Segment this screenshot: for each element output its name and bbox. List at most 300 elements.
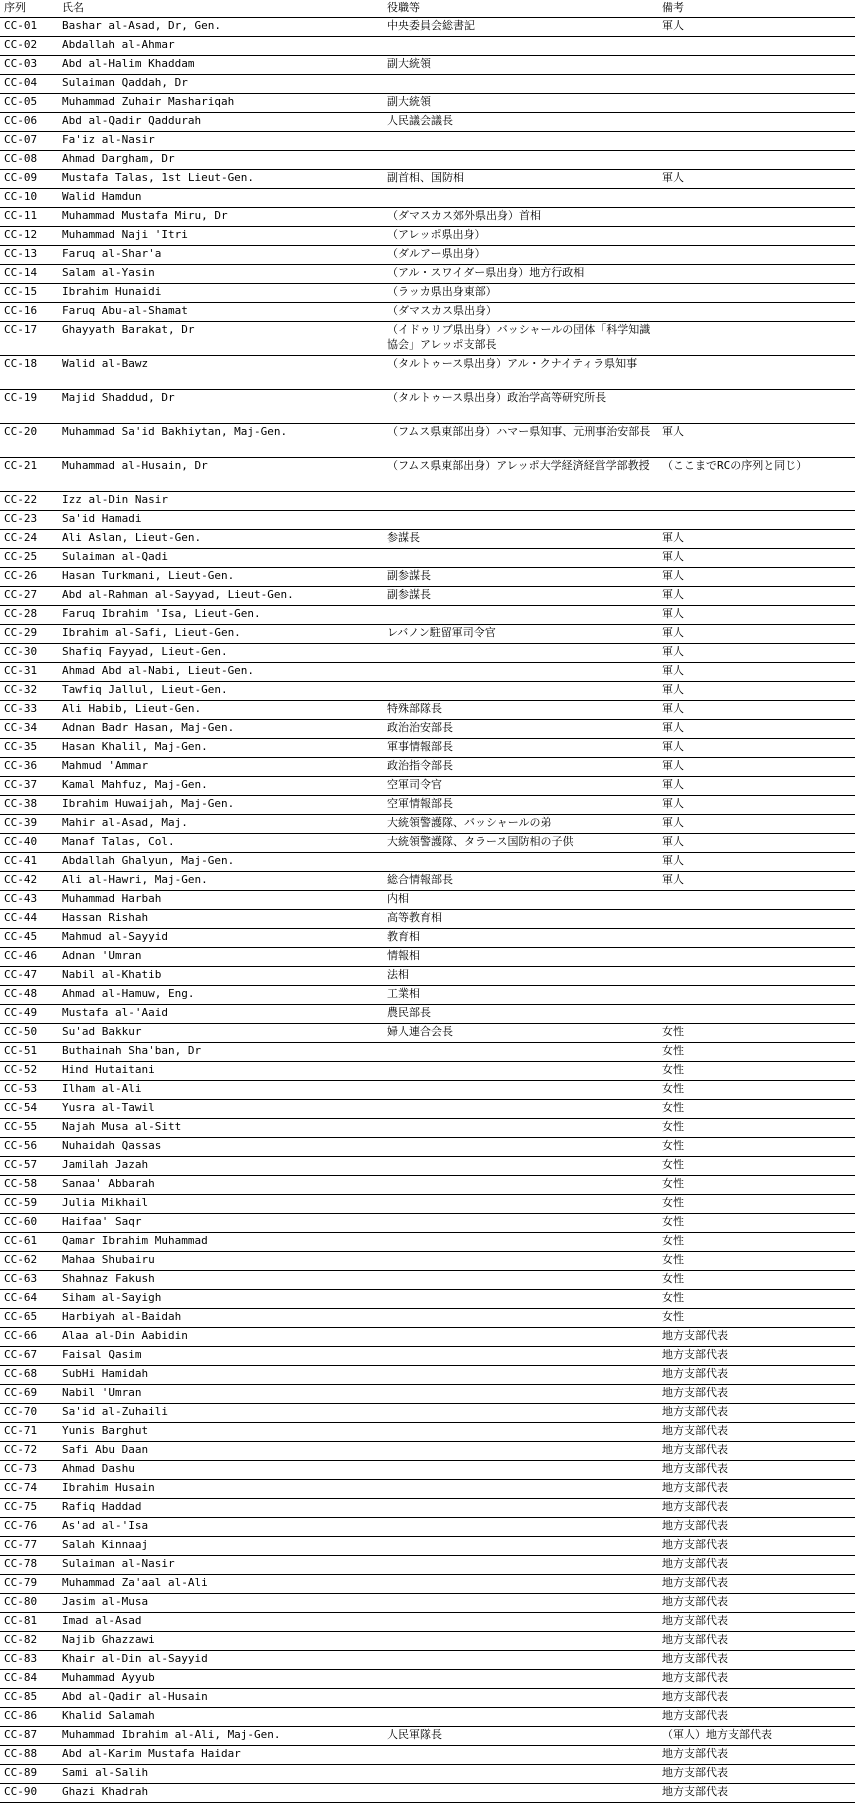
rank-cell: CC-36 <box>0 758 58 777</box>
position-cell <box>383 1765 658 1784</box>
name-cell: Ghazi Khadrah <box>58 1784 383 1803</box>
position-cell <box>383 1214 658 1233</box>
name-cell: Najib Ghazzawi <box>58 1632 383 1651</box>
table-row <box>0 1727 855 1746</box>
notes-cell: （ここまでRCの序列と同じ） <box>658 458 855 492</box>
position-cell: 法相 <box>383 967 658 986</box>
name-cell: Buthainah Sha'ban, Dr <box>58 1043 383 1062</box>
notes-cell: 地方支部代表 <box>658 1784 855 1803</box>
position-cell <box>383 151 658 170</box>
rank-cell: CC-89 <box>0 1765 58 1784</box>
table-row <box>0 390 855 424</box>
rank-cell: CC-86 <box>0 1708 58 1727</box>
notes-cell: 女性 <box>658 1081 855 1100</box>
name-cell: Abdallah Ghalyun, Maj-Gen. <box>58 853 383 872</box>
notes-cell <box>658 967 855 986</box>
table-row <box>0 625 855 644</box>
rank-cell: CC-14 <box>0 265 58 284</box>
notes-cell: 軍人 <box>658 853 855 872</box>
rank-cell: CC-80 <box>0 1594 58 1613</box>
position-cell <box>383 511 658 530</box>
notes-cell: 軍人 <box>658 777 855 796</box>
name-cell: SubHi Hamidah <box>58 1366 383 1385</box>
table-row <box>0 94 855 113</box>
notes-cell: 地方支部代表 <box>658 1689 855 1708</box>
name-cell: Sami al-Salih <box>58 1765 383 1784</box>
notes-cell <box>658 1005 855 1024</box>
name-cell: Nuhaidah Qassas <box>58 1138 383 1157</box>
notes-cell: 地方支部代表 <box>658 1537 855 1556</box>
table-row <box>0 739 855 758</box>
name-cell: Jasim al-Musa <box>58 1594 383 1613</box>
table-row <box>0 1594 855 1613</box>
position-cell <box>383 1670 658 1689</box>
name-cell: Sulaiman al-Nasir <box>58 1556 383 1575</box>
rank-cell: CC-40 <box>0 834 58 853</box>
name-cell: Rafiq Haddad <box>58 1499 383 1518</box>
table-row <box>0 1043 855 1062</box>
table-row <box>0 568 855 587</box>
position-cell <box>383 1100 658 1119</box>
name-cell: Ahmad al-Hamuw, Eng. <box>58 986 383 1005</box>
name-cell: Abd al-Rahman al-Sayyad, Lieut-Gen. <box>58 587 383 606</box>
table-row <box>0 356 855 390</box>
rank-cell: CC-42 <box>0 872 58 891</box>
name-cell: Jamilah Jazah <box>58 1157 383 1176</box>
table-row <box>0 132 855 151</box>
position-cell: 空軍司令官 <box>383 777 658 796</box>
position-cell <box>383 1461 658 1480</box>
name-cell: Nabil al-Khatib <box>58 967 383 986</box>
notes-cell: 地方支部代表 <box>658 1347 855 1366</box>
name-cell: Sa'id Hamadi <box>58 511 383 530</box>
notes-cell <box>658 75 855 94</box>
position-cell: 大統領警護隊、タラース国防相の子供 <box>383 834 658 853</box>
position-cell: 副大統領 <box>383 94 658 113</box>
position-cell: （イドゥリブ県出身）バッシャールの団体「科学知識協会」アレッポ支部長 <box>383 322 658 356</box>
table-row <box>0 1575 855 1594</box>
notes-cell <box>658 492 855 511</box>
table-row <box>0 37 855 56</box>
position-cell: 高等教育相 <box>383 910 658 929</box>
table-row <box>0 511 855 530</box>
rank-cell: CC-26 <box>0 568 58 587</box>
table-row <box>0 1195 855 1214</box>
table-row <box>0 246 855 265</box>
name-cell: Imad al-Asad <box>58 1613 383 1632</box>
table-row <box>0 1100 855 1119</box>
table-row <box>0 1556 855 1575</box>
rank-cell: CC-37 <box>0 777 58 796</box>
table-row <box>0 815 855 834</box>
rank-cell: CC-30 <box>0 644 58 663</box>
name-cell: Muhammad Za'aal al-Ali <box>58 1575 383 1594</box>
position-cell <box>383 1423 658 1442</box>
table-row <box>0 1157 855 1176</box>
position-cell <box>383 1252 658 1271</box>
position-cell: 参謀長 <box>383 530 658 549</box>
notes-cell: 地方支部代表 <box>658 1442 855 1461</box>
rank-cell: CC-16 <box>0 303 58 322</box>
position-cell <box>383 1309 658 1328</box>
notes-cell <box>658 929 855 948</box>
rank-cell: CC-50 <box>0 1024 58 1043</box>
rank-cell: CC-11 <box>0 208 58 227</box>
position-cell <box>383 132 658 151</box>
table-row <box>0 587 855 606</box>
position-cell <box>383 1499 658 1518</box>
table-row <box>0 1309 855 1328</box>
table-row <box>0 758 855 777</box>
name-cell: Ali Habib, Lieut-Gen. <box>58 701 383 720</box>
position-cell <box>383 1043 658 1062</box>
rank-cell: CC-78 <box>0 1556 58 1575</box>
position-cell: 政治指令部長 <box>383 758 658 777</box>
notes-cell: 女性 <box>658 1271 855 1290</box>
position-cell <box>383 682 658 701</box>
rank-cell: CC-39 <box>0 815 58 834</box>
rank-cell: CC-22 <box>0 492 58 511</box>
position-cell <box>383 663 658 682</box>
table-row <box>0 1385 855 1404</box>
table-row <box>0 853 855 872</box>
rank-cell: CC-10 <box>0 189 58 208</box>
notes-cell <box>658 891 855 910</box>
notes-cell <box>658 37 855 56</box>
position-cell <box>383 1689 658 1708</box>
name-cell: Abdallah al-Ahmar <box>58 37 383 56</box>
rank-cell: CC-12 <box>0 227 58 246</box>
notes-cell: 軍人 <box>658 644 855 663</box>
notes-cell <box>658 356 855 390</box>
name-cell: Faruq Abu-al-Shamat <box>58 303 383 322</box>
notes-cell: 女性 <box>658 1309 855 1328</box>
table-row <box>0 663 855 682</box>
position-cell <box>383 1632 658 1651</box>
name-cell: Julia Mikhail <box>58 1195 383 1214</box>
name-cell: Majid Shaddud, Dr <box>58 390 383 424</box>
position-cell <box>383 1138 658 1157</box>
position-cell: 教育相 <box>383 929 658 948</box>
rank-cell: CC-31 <box>0 663 58 682</box>
position-cell: 総合情報部長 <box>383 872 658 891</box>
table-row <box>0 1651 855 1670</box>
name-cell: Muhammad Naji 'Itri <box>58 227 383 246</box>
rank-cell: CC-33 <box>0 701 58 720</box>
name-cell: Khalid Salamah <box>58 1708 383 1727</box>
notes-cell: 地方支部代表 <box>658 1594 855 1613</box>
name-cell: Mahaa Shubairu <box>58 1252 383 1271</box>
notes-cell: 地方支部代表 <box>658 1670 855 1689</box>
table-row <box>0 1708 855 1727</box>
notes-cell <box>658 948 855 967</box>
name-cell: Abd al-Qadir Qaddurah <box>58 113 383 132</box>
position-cell <box>383 1271 658 1290</box>
name-cell: Ibrahim al-Safi, Lieut-Gen. <box>58 625 383 644</box>
notes-cell: 軍人 <box>658 872 855 891</box>
position-cell <box>383 1062 658 1081</box>
rank-cell: CC-06 <box>0 113 58 132</box>
table-row <box>0 1537 855 1556</box>
notes-cell: 軍人 <box>658 170 855 189</box>
name-cell: Ali al-Hawri, Maj-Gen. <box>58 872 383 891</box>
rank-cell: CC-63 <box>0 1271 58 1290</box>
position-cell <box>383 1157 658 1176</box>
notes-cell <box>658 284 855 303</box>
table-row <box>0 1423 855 1442</box>
position-cell: （アレッポ県出身） <box>383 227 658 246</box>
table-row <box>0 151 855 170</box>
notes-cell: 地方支部代表 <box>658 1518 855 1537</box>
position-cell <box>383 1784 658 1803</box>
rank-cell: CC-59 <box>0 1195 58 1214</box>
notes-cell: 地方支部代表 <box>658 1385 855 1404</box>
table-row <box>0 227 855 246</box>
rank-cell: CC-84 <box>0 1670 58 1689</box>
position-cell <box>383 1176 658 1195</box>
position-cell: （タルトゥース県出身）政治学高等研究所長 <box>383 390 658 424</box>
notes-cell: 軍人 <box>658 720 855 739</box>
rank-cell: CC-09 <box>0 170 58 189</box>
notes-cell: 地方支部代表 <box>658 1461 855 1480</box>
rank-cell: CC-24 <box>0 530 58 549</box>
rank-cell: CC-67 <box>0 1347 58 1366</box>
name-cell: Abd al-Halim Khaddam <box>58 56 383 75</box>
notes-cell: 軍人 <box>658 758 855 777</box>
rank-cell: CC-90 <box>0 1784 58 1803</box>
rank-cell: CC-69 <box>0 1385 58 1404</box>
rank-cell: CC-60 <box>0 1214 58 1233</box>
notes-cell: 地方支部代表 <box>658 1651 855 1670</box>
table-row <box>0 56 855 75</box>
name-cell: Walid al-Bawz <box>58 356 383 390</box>
table-row <box>0 1347 855 1366</box>
notes-cell: 女性 <box>658 1043 855 1062</box>
name-cell: Yunis Barghut <box>58 1423 383 1442</box>
rank-cell: CC-49 <box>0 1005 58 1024</box>
header-rank: 序列 <box>0 0 58 18</box>
notes-cell: 軍人 <box>658 682 855 701</box>
rank-cell: CC-35 <box>0 739 58 758</box>
position-cell <box>383 1347 658 1366</box>
table-row <box>0 170 855 189</box>
table-row <box>0 644 855 663</box>
name-cell: Salah Kinnaaj <box>58 1537 383 1556</box>
header-name: 氏名 <box>58 0 383 18</box>
notes-cell: 地方支部代表 <box>658 1613 855 1632</box>
notes-cell: 軍人 <box>658 18 855 37</box>
rank-cell: CC-83 <box>0 1651 58 1670</box>
name-cell: Hasan Khalil, Maj-Gen. <box>58 739 383 758</box>
name-cell: Ibrahim Huwaijah, Maj-Gen. <box>58 796 383 815</box>
position-cell: （ラッカ県出身東部） <box>383 284 658 303</box>
name-cell: Yusra al-Tawil <box>58 1100 383 1119</box>
notes-cell: 軍人 <box>658 815 855 834</box>
notes-cell <box>658 986 855 1005</box>
table-row <box>0 1480 855 1499</box>
table-row <box>0 834 855 853</box>
position-cell <box>383 1708 658 1727</box>
name-cell: Siham al-Sayigh <box>58 1290 383 1309</box>
notes-cell: 女性 <box>658 1195 855 1214</box>
position-cell <box>383 1081 658 1100</box>
rank-cell: CC-32 <box>0 682 58 701</box>
table-row <box>0 910 855 929</box>
rank-cell: CC-55 <box>0 1119 58 1138</box>
position-cell <box>383 1366 658 1385</box>
notes-cell: 軍人 <box>658 663 855 682</box>
notes-cell: 女性 <box>658 1024 855 1043</box>
notes-cell: 地方支部代表 <box>658 1746 855 1765</box>
table-row <box>0 1689 855 1708</box>
notes-cell: 地方支部代表 <box>658 1480 855 1499</box>
position-cell <box>383 606 658 625</box>
name-cell: Adnan 'Umran <box>58 948 383 967</box>
name-cell: Hassan Rishah <box>58 910 383 929</box>
rank-cell: CC-46 <box>0 948 58 967</box>
notes-cell <box>658 246 855 265</box>
table-row <box>0 1784 855 1803</box>
name-cell: Walid Hamdun <box>58 189 383 208</box>
name-cell: Ghayyath Barakat, Dr <box>58 322 383 356</box>
rank-cell: CC-05 <box>0 94 58 113</box>
name-cell: Ali Aslan, Lieut-Gen. <box>58 530 383 549</box>
notes-cell: 軍人 <box>658 834 855 853</box>
position-cell: 政治治安部長 <box>383 720 658 739</box>
table-row <box>0 322 855 356</box>
notes-cell: 女性 <box>658 1138 855 1157</box>
notes-cell: 地方支部代表 <box>658 1499 855 1518</box>
position-cell: 人民軍隊長 <box>383 1727 658 1746</box>
name-cell: Sanaa' Abbarah <box>58 1176 383 1195</box>
table-row <box>0 1632 855 1651</box>
notes-cell: 軍人 <box>658 606 855 625</box>
table-row <box>0 796 855 815</box>
rank-cell: CC-64 <box>0 1290 58 1309</box>
position-cell: （フムス県東部出身）アレッポ大学経済経営学部教授 <box>383 458 658 492</box>
position-cell: 婦人連合会長 <box>383 1024 658 1043</box>
name-cell: Muhammad al-Husain, Dr <box>58 458 383 492</box>
table-row <box>0 18 855 37</box>
name-cell: Najah Musa al-Sitt <box>58 1119 383 1138</box>
table-row <box>0 1271 855 1290</box>
table-row <box>0 929 855 948</box>
position-cell <box>383 1385 658 1404</box>
rank-cell: CC-87 <box>0 1727 58 1746</box>
notes-cell: 軍人 <box>658 568 855 587</box>
notes-cell: （軍人）地方支部代表 <box>658 1727 855 1746</box>
table-row <box>0 967 855 986</box>
position-cell: 軍事情報部長 <box>383 739 658 758</box>
name-cell: Mustafa al-'Aaid <box>58 1005 383 1024</box>
table-row <box>0 720 855 739</box>
name-cell: Kamal Mahfuz, Maj-Gen. <box>58 777 383 796</box>
notes-cell <box>658 910 855 929</box>
position-cell: 中央委員会総書記 <box>383 18 658 37</box>
rank-cell: CC-38 <box>0 796 58 815</box>
notes-cell: 地方支部代表 <box>658 1708 855 1727</box>
notes-cell: 女性 <box>658 1214 855 1233</box>
notes-cell: 女性 <box>658 1176 855 1195</box>
rank-cell: CC-56 <box>0 1138 58 1157</box>
rank-cell: CC-27 <box>0 587 58 606</box>
rank-cell: CC-75 <box>0 1499 58 1518</box>
rank-cell: CC-01 <box>0 18 58 37</box>
notes-cell <box>658 189 855 208</box>
notes-cell: 女性 <box>658 1062 855 1081</box>
notes-cell <box>658 132 855 151</box>
table-row <box>0 1119 855 1138</box>
position-cell <box>383 189 658 208</box>
rank-cell: CC-76 <box>0 1518 58 1537</box>
name-cell: Muhammad Ibrahim al-Ali, Maj-Gen. <box>58 1727 383 1746</box>
rank-cell: CC-81 <box>0 1613 58 1632</box>
table-row <box>0 1233 855 1252</box>
notes-cell: 女性 <box>658 1252 855 1271</box>
notes-cell: 軍人 <box>658 701 855 720</box>
table-row <box>0 1005 855 1024</box>
header-position: 役職等 <box>383 0 658 18</box>
position-cell <box>383 1613 658 1632</box>
name-cell: Faruq al-Shar'a <box>58 246 383 265</box>
position-cell <box>383 1290 658 1309</box>
rank-cell: CC-51 <box>0 1043 58 1062</box>
position-cell: 副参謀長 <box>383 568 658 587</box>
table-row <box>0 1518 855 1537</box>
position-cell <box>383 1404 658 1423</box>
name-cell: Hasan Turkmani, Lieut-Gen. <box>58 568 383 587</box>
notes-cell: 女性 <box>658 1119 855 1138</box>
rank-cell: CC-15 <box>0 284 58 303</box>
name-cell: Ahmad Dashu <box>58 1461 383 1480</box>
name-cell: Khair al-Din al-Sayyid <box>58 1651 383 1670</box>
rank-cell: CC-21 <box>0 458 58 492</box>
name-cell: Abd al-Qadir al-Husain <box>58 1689 383 1708</box>
rank-cell: CC-29 <box>0 625 58 644</box>
notes-cell <box>658 151 855 170</box>
name-cell: Ahmad Dargham, Dr <box>58 151 383 170</box>
notes-cell <box>658 208 855 227</box>
notes-cell <box>658 113 855 132</box>
name-cell: Adnan Badr Hasan, Maj-Gen. <box>58 720 383 739</box>
notes-cell: 地方支部代表 <box>658 1632 855 1651</box>
notes-cell: 地方支部代表 <box>658 1328 855 1347</box>
position-cell: （タルトゥース県出身）アル・クナイティラ県知事 <box>383 356 658 390</box>
rank-cell: CC-13 <box>0 246 58 265</box>
table-row <box>0 891 855 910</box>
position-cell: 副大統領 <box>383 56 658 75</box>
table-row <box>0 606 855 625</box>
name-cell: Izz al-Din Nasir <box>58 492 383 511</box>
rank-cell: CC-52 <box>0 1062 58 1081</box>
notes-cell: 地方支部代表 <box>658 1366 855 1385</box>
name-cell: Manaf Talas, Col. <box>58 834 383 853</box>
position-cell <box>383 1651 658 1670</box>
name-cell: Faisal Qasim <box>58 1347 383 1366</box>
position-cell <box>383 1119 658 1138</box>
name-cell: Sulaiman al-Qadi <box>58 549 383 568</box>
table-row <box>0 1328 855 1347</box>
table-row <box>0 1746 855 1765</box>
table-row <box>0 1176 855 1195</box>
rank-cell: CC-44 <box>0 910 58 929</box>
table-row <box>0 872 855 891</box>
position-cell <box>383 1518 658 1537</box>
table-row <box>0 265 855 284</box>
notes-cell <box>658 56 855 75</box>
table-row <box>0 1214 855 1233</box>
table-row <box>0 492 855 511</box>
